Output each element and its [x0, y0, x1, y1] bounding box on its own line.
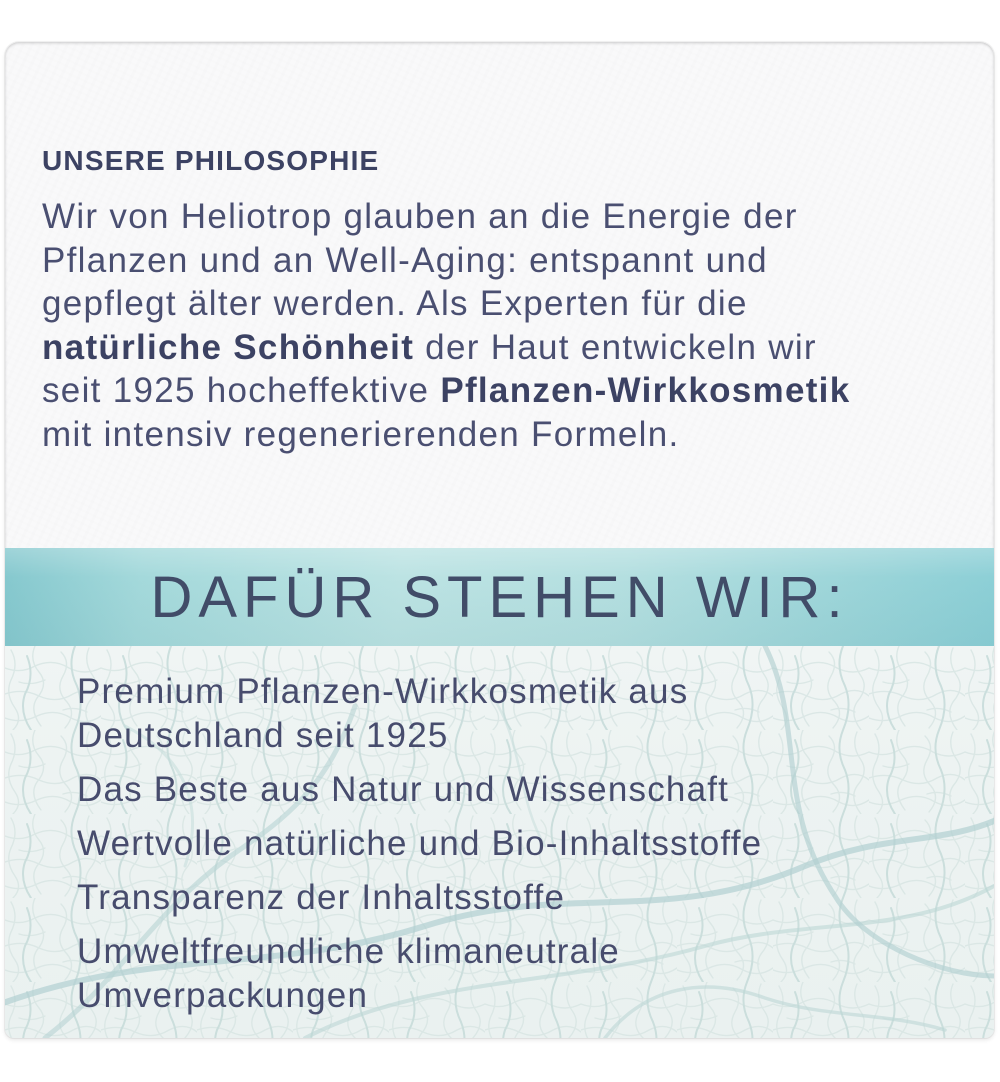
philosophy-bold-text: natürliche Schönheit [42, 327, 415, 367]
value-item: Wertvolle natürliche und Bio-Inhaltsstoffe [77, 824, 763, 863]
philosophy-text: Pflanzen und an Well-Aging: entspannt und [42, 240, 768, 280]
philosophy-paragraph-line [42, 282, 972, 326]
philosophy-text: Wir von Heliotrop glauben an die Energie der [42, 197, 798, 236]
philosophy-text: mit intensiv regenerierenden Formeln. [42, 414, 680, 454]
packaging-panel [5, 42, 994, 1038]
philosophy-paragraph-line [42, 369, 972, 413]
philosophy-text: gepflegt älter werden. Als Experten für die [42, 284, 748, 323]
philosophy-bold-text: Pflanzen-Wirkkosmetik [440, 371, 851, 410]
philosophy-paragraph-line [42, 195, 972, 239]
philosophy-heading: UNSERE PHILOSOPHIE [42, 145, 380, 176]
philosophy-text: der Haut entwickeln wir [414, 327, 817, 367]
philosophy-paragraph-line [42, 239, 972, 283]
philosophy-paragraph-line [42, 326, 972, 370]
value-item: Transparenz der Inhaltsstoffe [77, 878, 566, 917]
philosophy-text: seit 1925 hocheffektive [42, 371, 441, 410]
values-section [5, 646, 994, 1038]
value-item: Premium Pflanzen-Wirkkosmetik aus Deutschland seit 1925 [77, 672, 689, 755]
values-list [77, 670, 762, 1028]
values-banner [5, 548, 994, 646]
value-item: Das Beste aus Natur und Wissenschaft [77, 770, 730, 809]
philosophy-paragraph-line [42, 413, 972, 457]
philosophy-paragraph [42, 195, 972, 456]
value-item: Umweltfreundliche klimaneutrale Umverpackungen [77, 932, 620, 1015]
values-banner-title: DAFÜR STEHEN WIR: [150, 565, 849, 630]
